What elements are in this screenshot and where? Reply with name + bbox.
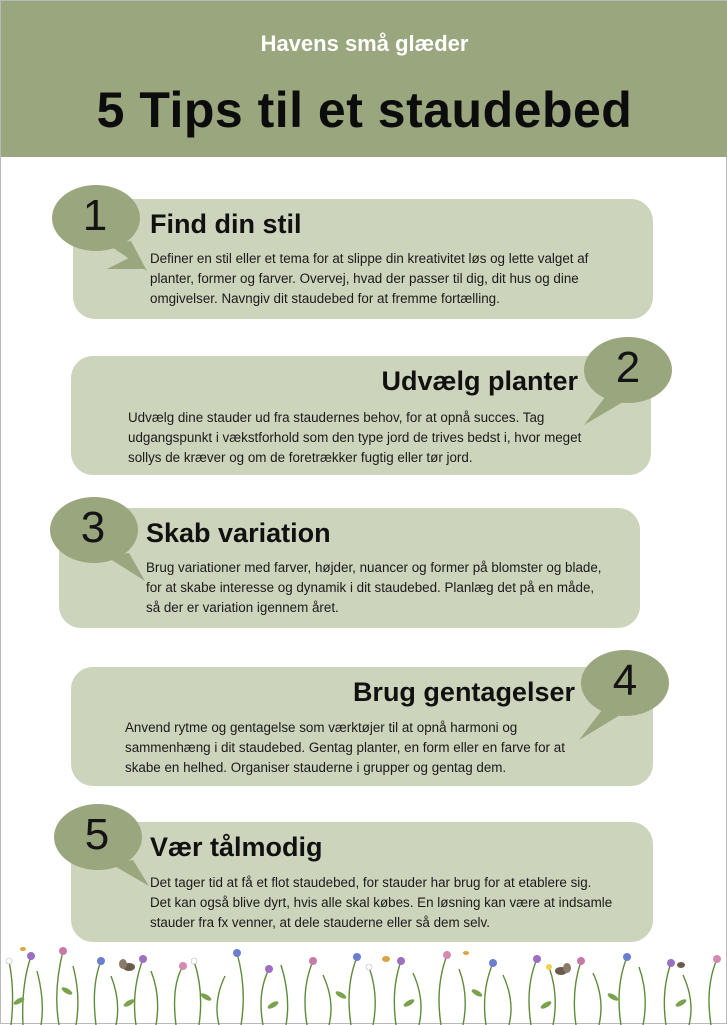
page-title: 5 Tips til et staudebed bbox=[96, 82, 633, 138]
number-bubble-icon bbox=[49, 183, 173, 283]
tip-heading: Udvælg planter bbox=[381, 366, 578, 396]
tip-heading: Brug gentagelser bbox=[352, 677, 575, 707]
tip-number: 4 bbox=[612, 656, 638, 705]
tip-number: 1 bbox=[82, 191, 108, 240]
tip-text: Brug variationer med farver, højder, nuancer og former på blomster og blade, for at skabe interesse og dynamik i dit staudebed. Planlæg det på en måde, så der er variation igennem året. bbox=[146, 560, 602, 615]
tip-heading: Skab variation bbox=[146, 518, 331, 548]
header-banner bbox=[1, 1, 727, 157]
tip-number: 3 bbox=[80, 503, 106, 552]
tip-text: Det tager tid at få et flot staudebed, for stauder har brug for at etablere sig. Det kan også blive dyrt, hvis alle skal købes. En løsning kan være at indsamle stauder fra fx venner, at dele stauderne eller så dem selv. bbox=[150, 875, 613, 930]
wildflower-border-icon bbox=[1, 931, 727, 1025]
tip-heading: Find din stil bbox=[150, 209, 302, 239]
tip-number: 5 bbox=[84, 810, 110, 859]
number-bubble-icon bbox=[51, 802, 175, 902]
tip-text: Anvend rytme og gentagelse som værktøjer til at opnå harmoni og sammenhæng i dit staudebed. Gentag planter, en form eller en farve for at skabe en helhed. Organiser stauderne i grupper og gentag dem. bbox=[125, 720, 565, 775]
number-bubble-icon bbox=[47, 495, 171, 595]
tip-number: 2 bbox=[615, 343, 641, 392]
tip-text: Definer en stil eller et tema for at slippe din kreativitet løs og lette valget af planter, former og farver. Overvej, hvad der passer til dig, dit hus og dine omgivelser. Navngiv dit staudebed for at fremme fortælling. bbox=[150, 251, 589, 306]
page-subtitle: Havens små glæder bbox=[260, 31, 469, 56]
number-bubble-icon bbox=[564, 335, 688, 435]
tip-text: Udvælg dine stauder ud fra staudernes behov, for at opnå succes. Tag udgangspunkt i vækstforhold som den type jord de trives bedst i, hvor meget sollys de kræver og om de foretrækker fugtig eller tør jord. bbox=[128, 410, 582, 465]
number-bubble-icon bbox=[561, 648, 685, 748]
tip-heading: Vær tålmodig bbox=[150, 832, 323, 862]
